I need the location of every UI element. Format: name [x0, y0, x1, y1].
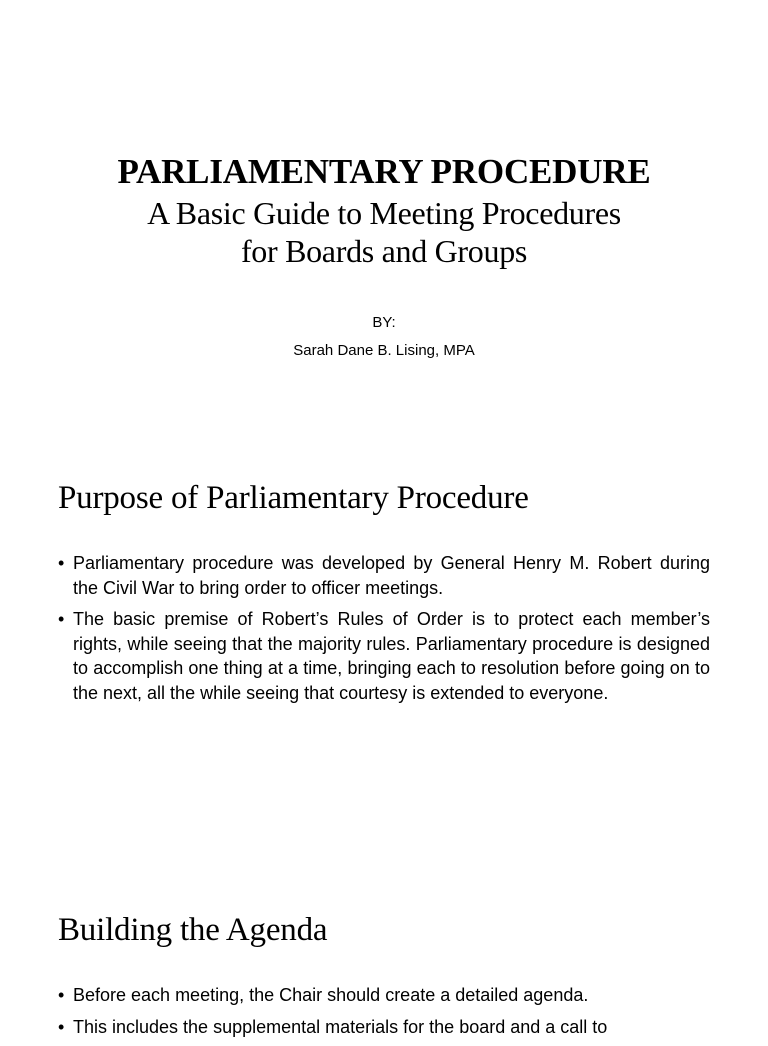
bullet-icon: •: [58, 985, 65, 1005]
bullet-text: Parliamentary procedure was developed by General Henry M. Robert during the Civil War to bring order to officer meetings.: [73, 553, 710, 598]
subtitle-line-1: A Basic Guide to Meeting Procedures: [147, 195, 621, 231]
by-label: BY:: [372, 314, 396, 331]
bullet-item: [58, 551, 710, 600]
presentation-title: PARLIAMENTARY PROCEDURE: [117, 152, 651, 191]
presentation-subtitle: [0, 194, 768, 270]
bullet-icon: •: [58, 1016, 65, 1037]
agenda-slide: [0, 860, 768, 1037]
purpose-slide: [0, 430, 768, 860]
bullet-text: The basic premise of Robert’s Rules of Order is to protect each member’s rights, while seeing that the majority rules. Parliamentary procedure is designed to accomplish one thing at a time, bringing each to resolution before going on to the next, all the while seeing that courtesy is extended to everyone.: [73, 609, 710, 703]
bullet-text: This includes the supplemental materials for the board and a call to: [73, 1016, 608, 1037]
bullet-text: Before each meeting, the Chair should create a detailed agenda.: [73, 985, 589, 1005]
title-slide: [0, 0, 768, 430]
slide-heading: Building the Agenda: [58, 912, 328, 948]
author-name: Sarah Dane B. Lising, MPA: [293, 342, 475, 359]
slide-heading: Purpose of Parliamentary Procedure: [58, 480, 529, 516]
bullet-item: [58, 983, 710, 1008]
bullet-icon: •: [58, 553, 65, 573]
bullet-list: [58, 983, 710, 1046]
bullet-list: [58, 551, 710, 712]
bullet-icon: •: [58, 609, 65, 629]
bullet-item: [58, 607, 710, 705]
bullet-item: [58, 1015, 710, 1040]
subtitle-line-2: for Boards and Groups: [240, 233, 528, 269]
